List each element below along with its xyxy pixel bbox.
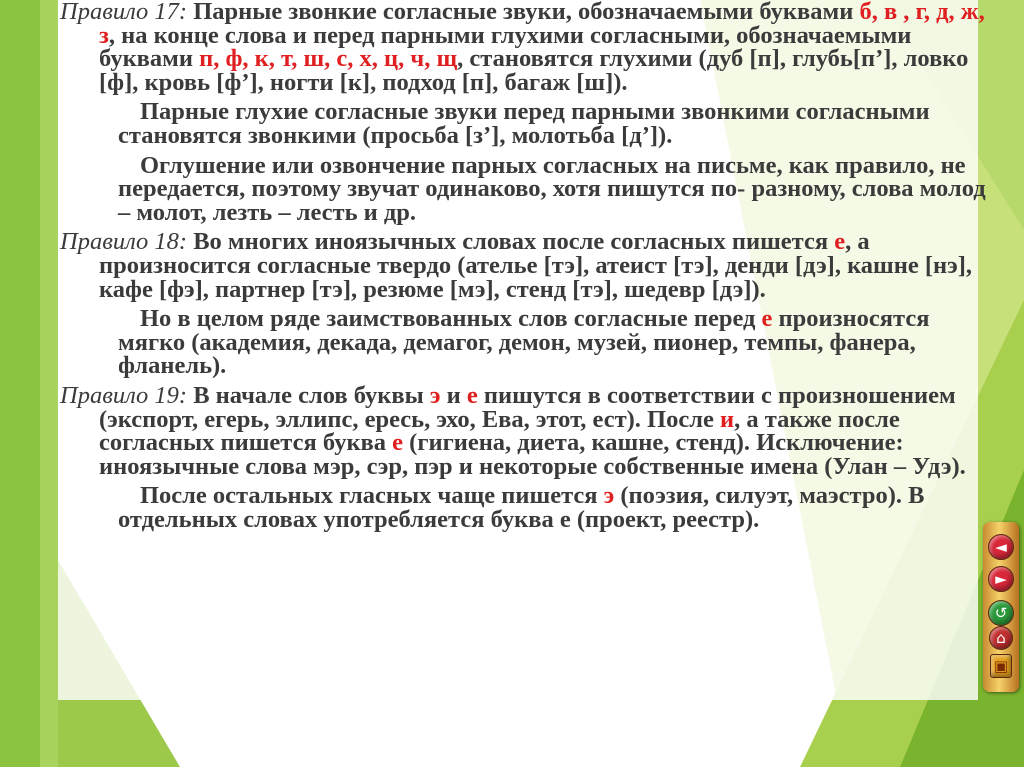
home-icon: ⌂ [996, 629, 1006, 647]
highlighted-letters: е [466, 381, 478, 409]
indented-paragraph [60, 100, 990, 147]
return-button[interactable] [988, 600, 1014, 626]
rule-label: Правило 17: [60, 0, 188, 25]
back-button[interactable] [988, 534, 1014, 560]
text-run: Но в целом ряде заимствованных слов согласные перед [140, 305, 762, 333]
highlighted-letters: э [603, 482, 615, 510]
rule-label: Правило 18: [60, 228, 188, 256]
highlighted-letters: е [834, 228, 846, 256]
arrow-left-icon: ◄ [995, 538, 1007, 556]
text-run: Во многих иноязычных словах после согласных пишется [187, 228, 835, 256]
text-run: , а также после согласных пишется буква [99, 405, 900, 457]
return-icon: ↺ [994, 604, 1008, 622]
highlighted-letters: е [761, 305, 773, 333]
text-run: Парные звонкие согласные звуки, обозначаемыми буквами [187, 0, 860, 25]
rule-paragraph [60, 381, 990, 480]
indented-paragraph [60, 484, 990, 531]
text-run: (гигиена, диета, кашне, стенд). Исключение: иноязычные слова мэр, сэр, пэр и некоторые собственные имена (Улан – Удэ). [99, 429, 966, 480]
left-green-edge [40, 0, 58, 767]
navigation-panel [983, 522, 1019, 692]
text-run: (поэзия, силуэт, маэстро). В отдельных словах употребляется буква е (проект, реестр). [118, 482, 925, 533]
text-run: , на конце слова и перед парными глухими согласными, обозначаемыми буквами [99, 21, 912, 73]
text-run: и [440, 381, 467, 409]
indented-paragraph [60, 307, 990, 378]
text-run: Оглушение или озвончение парных согласных на письме, как правило, не передается, поэтому звучат одинаково, хотя пишутся по- разному, слова молод – молот, лезть – лесть и др. [118, 151, 986, 226]
highlighted-letters: е [392, 429, 404, 457]
rule-paragraph [60, 0, 990, 94]
text-run: После остальных гласных чаще пишется [140, 482, 604, 510]
exit-button[interactable] [990, 654, 1012, 678]
text-run: Парные глухие согласные звуки перед парными звонкими согласными становятся звонкими (просьба [з’], молотьба [д’]). [118, 98, 930, 149]
highlighted-letters: б, в , г, д, ж, з [99, 0, 985, 49]
rule-paragraph [60, 230, 990, 301]
next-button[interactable] [988, 566, 1014, 592]
text-run: произносятся мягко (академия, декада, демагог, демон, музей, пионер, темпы, фанера, фланель). [118, 305, 930, 380]
home-button[interactable] [989, 626, 1013, 650]
arrow-right-icon: ► [995, 570, 1007, 588]
highlighted-letters: и [719, 405, 735, 433]
rule-label: Правило 19: [60, 381, 188, 409]
rules-text [60, 0, 990, 531]
text-run: , а произносится согласные твердо (ателье [тэ], атеист [тэ], денди [дэ], кашне [нэ], кафе [фэ], партнер [тэ], резюме [мэ], стенд [тэ], шедевр [дэ]). [99, 228, 973, 303]
text-run: , становятся глухими (дуб [п], глубь[п’], ловко [ф], кровь [ф’], ногти [к], подход [п], багаж [ш]). [99, 45, 969, 96]
text-run: пишутся в соответствии с произношением (экспорт, егерь, эллипс, ересь, эхо, Ева, этот, ест). После [99, 381, 956, 433]
highlighted-letters: п, ф, к, т, ш, с, х, ц, ч, щ [199, 45, 458, 73]
exit-icon: ▣ [993, 657, 1009, 675]
highlighted-letters: э [429, 381, 441, 409]
text-run: В начале слов буквы [187, 381, 430, 409]
indented-paragraph [60, 151, 990, 226]
